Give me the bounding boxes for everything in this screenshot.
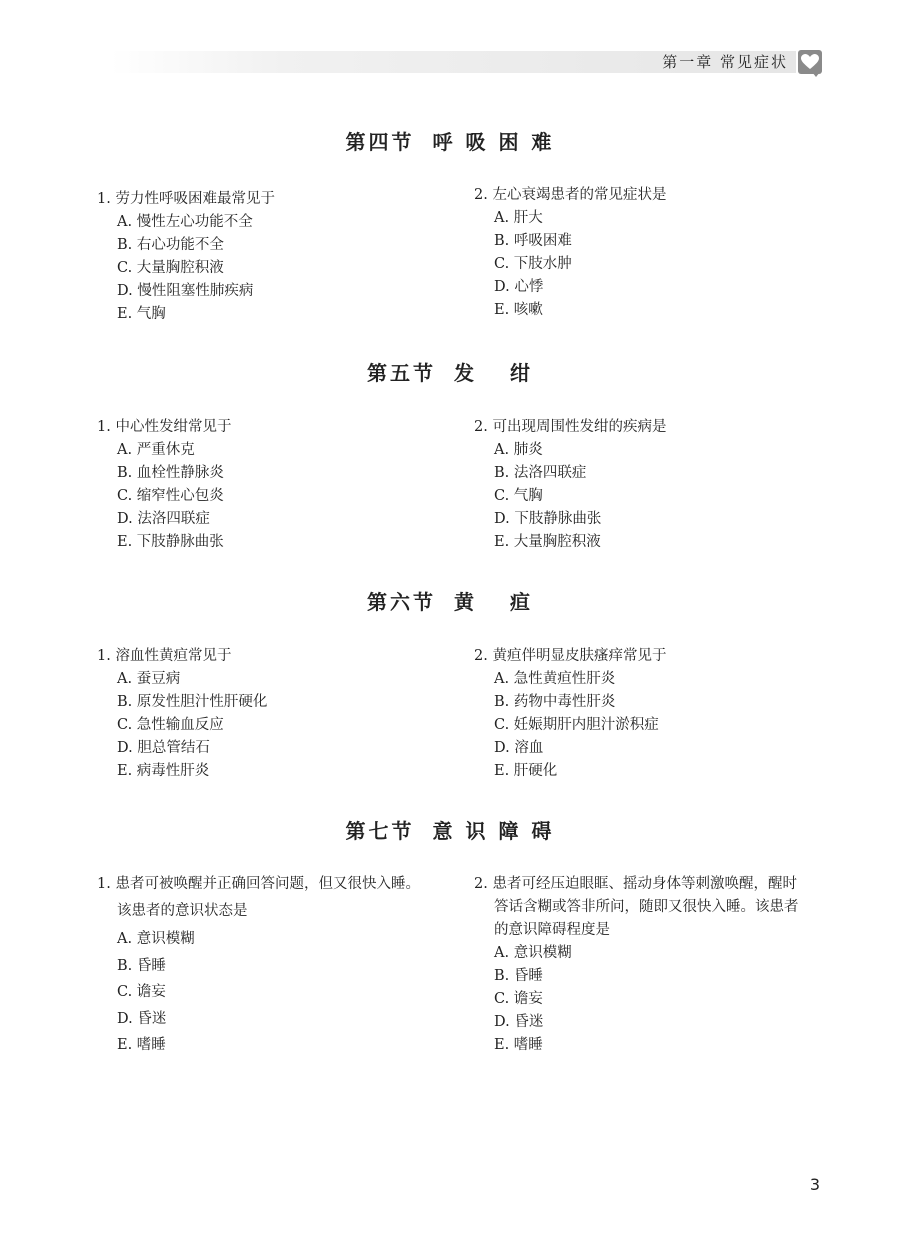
option-e: E. 嗜睡 xyxy=(494,1037,543,1053)
option-a: A. 严重休克 xyxy=(117,442,195,458)
chapter-title: 第一章 常见症状 xyxy=(662,53,788,71)
option-a: A. 肺炎 xyxy=(494,442,543,458)
section-name: 呼 吸 困 难 xyxy=(432,130,555,154)
section-title-7 xyxy=(0,815,900,844)
option-e: E. 肝硬化 xyxy=(494,763,558,779)
page-number: 3 xyxy=(809,1175,820,1194)
section-number: 第七节 xyxy=(345,819,415,843)
question-stem: 2. 黄疸伴明显皮肤瘙痒常见于 xyxy=(474,648,667,664)
option-c: C. 谵妄 xyxy=(494,991,543,1007)
option-a: A. 急性黄疸性肝炎 xyxy=(494,671,616,687)
option-b: B. 右心功能不全 xyxy=(117,237,224,253)
option-b: B. 昏睡 xyxy=(117,957,166,974)
section-number: 第五节 xyxy=(367,361,437,385)
option-b: B. 血栓性静脉炎 xyxy=(117,465,224,481)
option-e: E. 病毒性肝炎 xyxy=(117,763,210,779)
option-c: C. 下肢水肿 xyxy=(494,256,572,272)
question-7-1 xyxy=(97,873,457,1059)
question-5-1 xyxy=(97,416,457,554)
heart-bubble-icon xyxy=(798,50,822,74)
option-e: E. 下肢静脉曲张 xyxy=(117,534,224,550)
option-c: C. 大量胸腔积液 xyxy=(117,260,224,276)
option-d: D. 胆总管结石 xyxy=(117,740,210,756)
section-number: 第四节 xyxy=(345,130,415,154)
question-7-2 xyxy=(474,873,834,1057)
option-e: E. 嗜睡 xyxy=(117,1037,166,1053)
option-d: D. 慢性阻塞性肺疾病 xyxy=(117,283,254,299)
section-name: 发 绀 xyxy=(454,361,533,385)
question-stem: 1. 中心性发绀常见于 xyxy=(97,419,232,435)
option-c: C. 气胸 xyxy=(494,488,543,504)
question-4-2 xyxy=(474,184,834,322)
section-title-6 xyxy=(0,586,900,615)
option-d: D. 溶血 xyxy=(494,740,544,756)
question-6-1 xyxy=(97,645,457,783)
option-a: A. 意识模糊 xyxy=(494,945,572,961)
question-stem: 2. 左心衰竭患者的常见症状是 xyxy=(474,187,667,203)
question-stem-continued: 答话含糊或答非所问，随即又很快入睡。该患者 xyxy=(494,899,799,915)
option-a: A. 蚕豆病 xyxy=(117,671,181,687)
option-c: C. 缩窄性心包炎 xyxy=(117,488,224,504)
question-stem: 1. 溶血性黄疸常见于 xyxy=(97,648,232,664)
section-title-5 xyxy=(0,357,900,386)
question-stem-continued: 该患者的意识状态是 xyxy=(117,903,248,919)
option-a: A. 意识模糊 xyxy=(117,931,195,947)
question-stem: 1. 患者可被唤醒并正确回答问题，但又很快入睡。 xyxy=(97,876,420,892)
section-title-4 xyxy=(0,126,900,155)
question-6-2 xyxy=(474,645,834,783)
option-d: D. 心悸 xyxy=(494,279,544,295)
section-name: 黄 疸 xyxy=(454,590,533,614)
option-a: A. 慢性左心功能不全 xyxy=(117,214,253,230)
question-5-2 xyxy=(474,416,834,554)
option-b: B. 呼吸困难 xyxy=(494,233,572,249)
question-stem: 2. 患者可经压迫眼眶、摇动身体等刺激唤醒，醒时 xyxy=(474,876,797,892)
section-name: 意 识 障 碍 xyxy=(432,819,555,843)
option-e: E. 咳嗽 xyxy=(494,302,543,318)
question-stem-continued: 的意识障碍程度是 xyxy=(494,922,610,938)
question-4-1 xyxy=(97,188,457,326)
option-c: C. 谵妄 xyxy=(117,984,166,1000)
option-d: D. 昏迷 xyxy=(494,1014,544,1030)
option-e: E. 大量胸腔积液 xyxy=(494,534,601,550)
option-b: B. 昏睡 xyxy=(494,968,543,984)
option-e: E. 气胸 xyxy=(117,306,166,322)
option-d: D. 法洛四联症 xyxy=(117,511,210,527)
option-d: D. 下肢静脉曲张 xyxy=(494,511,602,527)
question-stem: 2. 可出现周围性发绀的疾病是 xyxy=(474,419,667,435)
option-c: C. 急性输血反应 xyxy=(117,717,224,733)
option-d: D. 昏迷 xyxy=(117,1010,167,1027)
option-b: B. 药物中毒性肝炎 xyxy=(494,694,616,710)
question-stem: 1. 劳力性呼吸困难最常见于 xyxy=(97,191,275,207)
option-c: C. 妊娠期肝内胆汁淤积症 xyxy=(494,717,659,733)
option-b: B. 法洛四联症 xyxy=(494,465,587,481)
option-b: B. 原发性胆汁性肝硬化 xyxy=(117,694,268,710)
option-a: A. 肝大 xyxy=(494,210,543,226)
section-number: 第六节 xyxy=(367,590,437,614)
